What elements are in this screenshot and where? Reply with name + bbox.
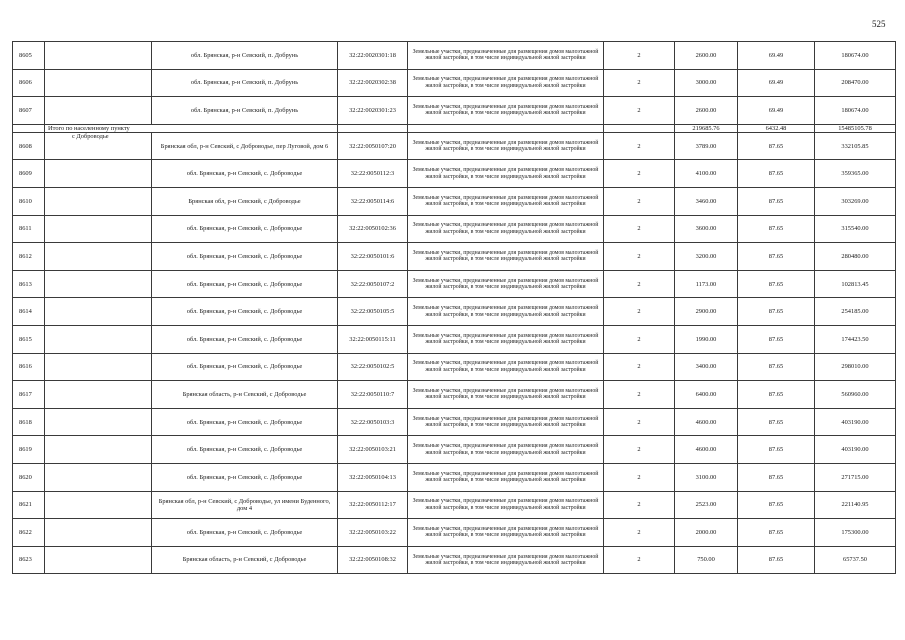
area-cell: 1990.00 — [675, 325, 738, 353]
area-cell: 750.00 — [675, 546, 738, 574]
group-cell: 2 — [604, 436, 675, 464]
locality-cell — [45, 243, 152, 271]
table-row — [13, 381, 896, 409]
cadastral-value-cell: 174423.50 — [815, 325, 896, 353]
page-number: 525 — [872, 19, 886, 29]
table-row — [13, 298, 896, 326]
cadastral-value-cell: 175300.00 — [815, 519, 896, 547]
cadastral-number-cell: 32:22:0050108:32 — [338, 546, 408, 574]
address-cell: обл. Брянская, р-н Севский, п. Добрунь — [152, 42, 338, 70]
land-use-cell: Земельные участки, предназначенные для размещения домов малоэтажной жилой застройки, в том числе индивидуальной жилой застройки — [408, 546, 604, 574]
table-row — [13, 132, 896, 160]
group-cell: 2 — [604, 42, 675, 70]
address-cell: Брянская обл, р-н Севский, с Доброводье — [152, 187, 338, 215]
cadastral-number-cell: 32:22:0020301:23 — [338, 97, 408, 125]
row-number-cell: 8621 — [13, 491, 45, 519]
row-number-cell: 8622 — [13, 519, 45, 547]
group-cell: 2 — [604, 215, 675, 243]
table-body — [13, 42, 896, 574]
group-cell: 2 — [604, 381, 675, 409]
area-cell: 4100.00 — [675, 160, 738, 188]
group-cell: 2 — [604, 325, 675, 353]
locality-cell — [45, 42, 152, 70]
land-use-cell: Земельные участки, предназначенные для размещения домов малоэтажной жилой застройки, в том числе индивидуальной жилой застройки — [408, 187, 604, 215]
table-row — [13, 436, 896, 464]
cadastral-number-cell: 32:22:0050103:21 — [338, 436, 408, 464]
row-number-cell: 8615 — [13, 325, 45, 353]
land-use-cell: Земельные участки, предназначенные для размещения домов малоэтажной жилой застройки, в том числе индивидуальной жилой застройки — [408, 381, 604, 409]
cadastral-value-cell: 221140.95 — [815, 491, 896, 519]
price-cell: 87.65 — [738, 160, 815, 188]
table-row — [13, 325, 896, 353]
total-area-cell: 219685.76 — [675, 124, 738, 132]
address-cell: обл. Брянская, р-н Севский, с. Доброводье — [152, 243, 338, 271]
row-number-cell: 8617 — [13, 381, 45, 409]
group-cell: 2 — [604, 463, 675, 491]
cadastral-value-cell: 332105.85 — [815, 132, 896, 160]
cadastral-number-cell: 32:22:0050115:11 — [338, 325, 408, 353]
cadastral-value-cell: 560960.00 — [815, 381, 896, 409]
table-row — [13, 97, 896, 125]
locality-cell — [45, 298, 152, 326]
row-number-cell: 8616 — [13, 353, 45, 381]
address-cell: обл. Брянская, р-н Севский, п. Добрунь — [152, 97, 338, 125]
row-number-cell: 8614 — [13, 298, 45, 326]
land-use-cell: Земельные участки, предназначенные для размещения домов малоэтажной жилой застройки, в том числе индивидуальной жилой застройки — [408, 215, 604, 243]
price-cell: 87.65 — [738, 325, 815, 353]
area-cell: 3100.00 — [675, 463, 738, 491]
locality-cell — [45, 353, 152, 381]
locality-cell — [45, 270, 152, 298]
address-cell: обл. Брянская, р-н Севский, с. Доброводье — [152, 463, 338, 491]
land-use-cell: Земельные участки, предназначенные для размещения домов малоэтажной жилой застройки, в том числе индивидуальной жилой застройки — [408, 298, 604, 326]
price-cell: 87.65 — [738, 353, 815, 381]
row-number-cell: 8623 — [13, 546, 45, 574]
price-cell: 69.49 — [738, 69, 815, 97]
cadastral-number-cell: 32:22:0050107:2 — [338, 270, 408, 298]
table-row — [13, 463, 896, 491]
table-row — [13, 546, 896, 574]
group-cell: 2 — [604, 408, 675, 436]
locality-cell — [45, 325, 152, 353]
address-cell: Брянская обл, р-н Севский, с Доброводье, пер Луговой, дом 6 — [152, 132, 338, 160]
cadastral-number-cell: 32:22:0050112:17 — [338, 491, 408, 519]
group-cell: 2 — [604, 160, 675, 188]
area-cell: 3789.00 — [675, 132, 738, 160]
address-cell: обл. Брянская, р-н Севский, с. Доброводье — [152, 160, 338, 188]
price-cell: 87.65 — [738, 546, 815, 574]
address-cell: обл. Брянская, р-н Севский, с. Доброводье — [152, 408, 338, 436]
locality-cell — [45, 463, 152, 491]
row-number-cell: 8619 — [13, 436, 45, 464]
land-use-cell: Земельные участки, предназначенные для размещения домов малоэтажной жилой застройки, в том числе индивидуальной жилой застройки — [408, 325, 604, 353]
price-cell: 69.49 — [738, 42, 815, 70]
group-cell: 2 — [604, 270, 675, 298]
area-cell: 3000.00 — [675, 69, 738, 97]
total-cadastral-cell — [338, 124, 408, 132]
price-cell: 87.65 — [738, 243, 815, 271]
cadastral-value-cell: 359365.00 — [815, 160, 896, 188]
price-cell: 87.65 — [738, 270, 815, 298]
land-use-cell: Земельные участки, предназначенные для размещения домов малоэтажной жилой застройки, в том числе индивидуальной жилой застройки — [408, 353, 604, 381]
locality-cell — [45, 519, 152, 547]
total-row-number-cell — [13, 124, 45, 132]
row-number-cell: 8613 — [13, 270, 45, 298]
land-use-cell: Земельные участки, предназначенные для размещения домов малоэтажной жилой застройки, в том числе индивидуальной жилой застройки — [408, 132, 604, 160]
table-row — [13, 519, 896, 547]
cadastral-value-cell: 403190.00 — [815, 408, 896, 436]
land-registry-table — [12, 41, 896, 574]
cadastral-value-cell: 180674.00 — [815, 97, 896, 125]
locality-cell — [45, 408, 152, 436]
area-cell: 2000.00 — [675, 519, 738, 547]
cadastral-value-cell: 403190.00 — [815, 436, 896, 464]
table-row — [13, 270, 896, 298]
row-number-cell: 8606 — [13, 69, 45, 97]
group-cell: 2 — [604, 187, 675, 215]
land-use-cell: Земельные участки, предназначенные для размещения домов малоэтажной жилой застройки, в том числе индивидуальной жилой застройки — [408, 243, 604, 271]
area-cell: 4600.00 — [675, 436, 738, 464]
price-cell: 87.65 — [738, 381, 815, 409]
table-row — [13, 187, 896, 215]
price-cell: 87.65 — [738, 436, 815, 464]
land-use-cell: Земельные участки, предназначенные для размещения домов малоэтажной жилой застройки, в том числе индивидуальной жилой застройки — [408, 436, 604, 464]
cadastral-number-cell: 32:22:0020302:38 — [338, 69, 408, 97]
table-row — [13, 215, 896, 243]
total-row — [13, 124, 896, 132]
price-cell: 87.65 — [738, 463, 815, 491]
cadastral-value-cell: 102813.45 — [815, 270, 896, 298]
group-cell: 2 — [604, 97, 675, 125]
row-number-cell: 8607 — [13, 97, 45, 125]
price-cell: 87.65 — [738, 132, 815, 160]
cadastral-value-cell: 180674.00 — [815, 42, 896, 70]
group-cell: 2 — [604, 132, 675, 160]
group-cell: 2 — [604, 243, 675, 271]
land-use-cell: Земельные участки, предназначенные для размещения домов малоэтажной жилой застройки, в том числе индивидуальной жилой застройки — [408, 463, 604, 491]
table-row — [13, 160, 896, 188]
cadastral-number-cell: 32:22:0050112:3 — [338, 160, 408, 188]
locality-cell — [45, 187, 152, 215]
cadastral-value-cell: 65737.50 — [815, 546, 896, 574]
area-cell: 2900.00 — [675, 298, 738, 326]
address-cell: Брянская область, р-н Севский, с Доброводье — [152, 381, 338, 409]
price-cell: 87.65 — [738, 215, 815, 243]
cadastral-number-cell: 32:22:0050114:6 — [338, 187, 408, 215]
land-use-cell: Земельные участки, предназначенные для размещения домов малоэтажной жилой застройки, в том числе индивидуальной жилой застройки — [408, 270, 604, 298]
area-cell: 3200.00 — [675, 243, 738, 271]
land-use-cell: Земельные участки, предназначенные для размещения домов малоэтажной жилой застройки, в том числе индивидуальной жилой застройки — [408, 97, 604, 125]
total-label-cell: Итого по населенному пункту — [45, 124, 338, 132]
table-row — [13, 491, 896, 519]
locality-cell — [45, 215, 152, 243]
cadastral-value-cell: 303269.00 — [815, 187, 896, 215]
land-use-cell: Земельные участки, предназначенные для размещения домов малоэтажной жилой застройки, в том числе индивидуальной жилой застройки — [408, 491, 604, 519]
row-number-cell: 8610 — [13, 187, 45, 215]
address-cell: обл. Брянская, р-н Севский, п. Добрунь — [152, 69, 338, 97]
cadastral-number-cell: 32:22:0050102:5 — [338, 353, 408, 381]
cadastral-value-cell: 254185.00 — [815, 298, 896, 326]
cadastral-number-cell: 32:22:0050103:22 — [338, 519, 408, 547]
locality-cell — [45, 381, 152, 409]
area-cell: 6400.00 — [675, 381, 738, 409]
land-use-cell: Земельные участки, предназначенные для размещения домов малоэтажной жилой застройки, в том числе индивидуальной жилой застройки — [408, 408, 604, 436]
price-cell: 87.65 — [738, 519, 815, 547]
locality-cell — [45, 69, 152, 97]
row-number-cell: 8618 — [13, 408, 45, 436]
row-number-cell: 8605 — [13, 42, 45, 70]
address-cell: обл. Брянская, р-н Севский, с. Доброводье — [152, 436, 338, 464]
cadastral-number-cell: 32:22:0050110:7 — [338, 381, 408, 409]
address-cell: Брянская область, р-н Севский, с Доброводье — [152, 546, 338, 574]
group-cell: 2 — [604, 353, 675, 381]
table-row — [13, 408, 896, 436]
table-row — [13, 69, 896, 97]
total-value-cell: 15485105.78 — [815, 124, 896, 132]
area-cell: 2600.00 — [675, 42, 738, 70]
cadastral-number-cell: 32:22:0050102:36 — [338, 215, 408, 243]
land-use-cell: Земельные участки, предназначенные для размещения домов малоэтажной жилой застройки, в том числе индивидуальной жилой застройки — [408, 42, 604, 70]
area-cell: 1173.00 — [675, 270, 738, 298]
price-cell: 87.65 — [738, 491, 815, 519]
locality-cell — [45, 491, 152, 519]
area-cell: 2600.00 — [675, 97, 738, 125]
locality-cell: с Доброводье — [45, 132, 152, 160]
cadastral-number-cell: 32:22:0050101:6 — [338, 243, 408, 271]
group-cell: 2 — [604, 491, 675, 519]
land-use-cell: Земельные участки, предназначенные для размещения домов малоэтажной жилой застройки, в том числе индивидуальной жилой застройки — [408, 160, 604, 188]
cadastral-number-cell: 32:22:0050107:20 — [338, 132, 408, 160]
price-cell: 87.65 — [738, 408, 815, 436]
row-number-cell: 8609 — [13, 160, 45, 188]
area-cell: 3460.00 — [675, 187, 738, 215]
cadastral-number-cell: 32:22:0050105:5 — [338, 298, 408, 326]
address-cell: обл. Брянская, р-н Севский, с. Доброводье — [152, 325, 338, 353]
table-row — [13, 353, 896, 381]
address-cell: обл. Брянская, р-н Севский, с. Доброводье — [152, 270, 338, 298]
cadastral-value-cell: 298010.00 — [815, 353, 896, 381]
cadastral-number-cell: 32:22:0050103:3 — [338, 408, 408, 436]
land-use-cell: Земельные участки, предназначенные для размещения домов малоэтажной жилой застройки, в том числе индивидуальной жилой застройки — [408, 69, 604, 97]
cadastral-value-cell: 208470.00 — [815, 69, 896, 97]
address-cell: Брянская обл, р-н Севский, с Доброводье, ул имени Буденного, дом 4 — [152, 491, 338, 519]
group-cell: 2 — [604, 298, 675, 326]
total-price-cell: 6432.48 — [738, 124, 815, 132]
cadastral-value-cell: 280480.00 — [815, 243, 896, 271]
area-cell: 3600.00 — [675, 215, 738, 243]
address-cell: обл. Брянская, р-н Севский, с. Доброводье — [152, 215, 338, 243]
locality-cell — [45, 160, 152, 188]
table-row — [13, 243, 896, 271]
group-cell: 2 — [604, 546, 675, 574]
row-number-cell: 8612 — [13, 243, 45, 271]
row-number-cell: 8611 — [13, 215, 45, 243]
locality-cell — [45, 436, 152, 464]
cadastral-number-cell: 32:22:0050104:13 — [338, 463, 408, 491]
locality-cell — [45, 97, 152, 125]
price-cell: 87.65 — [738, 187, 815, 215]
row-number-cell: 8620 — [13, 463, 45, 491]
land-use-cell: Земельные участки, предназначенные для размещения домов малоэтажной жилой застройки, в том числе индивидуальной жилой застройки — [408, 519, 604, 547]
total-group-cell — [604, 124, 675, 132]
cadastral-value-cell: 271715.00 — [815, 463, 896, 491]
row-number-cell: 8608 — [13, 132, 45, 160]
address-cell: обл. Брянская, р-н Севский, с. Доброводье — [152, 519, 338, 547]
price-cell: 87.65 — [738, 298, 815, 326]
total-use-cell — [408, 124, 604, 132]
locality-cell — [45, 546, 152, 574]
area-cell: 4600.00 — [675, 408, 738, 436]
group-cell: 2 — [604, 519, 675, 547]
cadastral-number-cell: 32:22:0020301:18 — [338, 42, 408, 70]
area-cell: 2523.00 — [675, 491, 738, 519]
area-cell: 3400.00 — [675, 353, 738, 381]
address-cell: обл. Брянская, р-н Севский, с. Доброводье — [152, 353, 338, 381]
table-row — [13, 42, 896, 70]
price-cell: 69.49 — [738, 97, 815, 125]
address-cell: обл. Брянская, р-н Севский, с. Доброводье — [152, 298, 338, 326]
cadastral-value-cell: 315540.00 — [815, 215, 896, 243]
group-cell: 2 — [604, 69, 675, 97]
